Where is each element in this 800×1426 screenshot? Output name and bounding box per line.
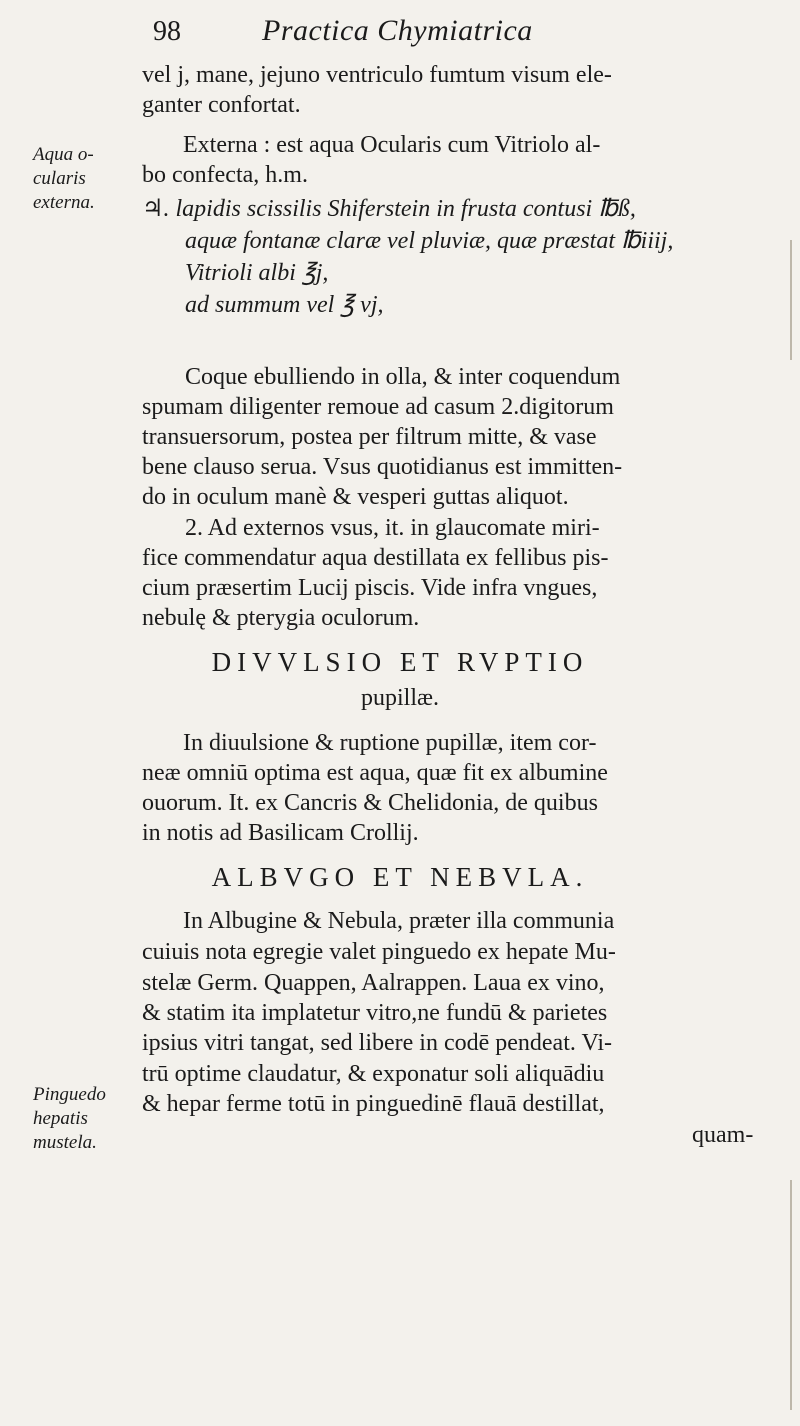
section-subheading-pupillae: pupillæ. [360,685,439,711]
text-line: In Albugine & Nebula, præter illa communia [183,908,615,934]
text-line: ouorum. It. ex Cancris & Chelidonia, de quibus [142,790,598,816]
text-line: bo confecta, h.m. [142,162,308,188]
section-heading-albugo: ALBVGO ET NEBVLA. [211,862,589,892]
text-line: stelæ Germ. Quappen, Aalrappen. Laua ex vino, [142,970,605,996]
text-line: In diuulsione & ruptione pupillæ, item cor- [183,730,597,756]
margin-note-pinguedo: Pinguedo hepatis mustela. [33,1084,106,1153]
recipe-line: ♃. lapidis scissilis Shiferstein in frusta contusi ℔ß, [142,196,636,222]
text-line: 2. Ad externos vsus, it. in glaucomate miri- [185,515,600,541]
section-heading-divulsio: DIVVLSIO ET RVPTIO [211,647,589,677]
text-line: & statim ita implatetur vitro,ne fundū & parietes [142,1000,608,1026]
page-header [0,14,800,54]
catchword: quam- [692,1122,754,1148]
text-line: ipsius vitri tangat, sed libere in codē pendeat. Vi- [142,1030,612,1056]
text-line: & hepar ferme totū in pinguedinē flauā destillat, [142,1091,605,1117]
text-line: in notis ad Basilicam Crollij. [142,820,419,846]
recipe-line: Vitrioli albi ℥j, [185,260,329,286]
text-line: cuiuis nota egregie valet pinguedo ex hepate Mu- [142,939,616,965]
text-line: spumam diligenter remoue ad casum 2.digitorum [142,394,614,420]
text-line: vel j, mane, jejuno ventriculo fumtum visum ele- [142,62,612,88]
text-line: nebulę & pterygia oculorum. [142,605,420,631]
margin-note-aqua-ocularis: Aqua o- cularis externa. [33,144,95,213]
text-line: ganter confortat. [142,92,301,118]
text-line: bene clauso serua. Vsus quotidianus est immitten- [142,454,623,480]
recipe-line: ad summum vel ℥ vj, [185,292,384,318]
text-line: trū optime claudatur, & exponatur soli aliquādiu [142,1061,605,1087]
running-title: Practica Chymiatrica [262,14,533,47]
page-edge-shadow [790,240,792,360]
page-edge-shadow [790,1180,792,1410]
text-line: Coque ebulliendo in olla, & inter coquendum [185,364,621,390]
text-line: cium præsertim Lucij piscis. Vide infra vngues, [142,575,598,601]
page-number: 98 [153,16,181,47]
text-line: neæ omniū optima est aqua, quæ fit ex albumine [142,760,608,786]
text-line: fice commendatur aqua destillata ex fellibus pis- [142,545,609,571]
text-line: Externa : est aqua Ocularis cum Vitriolo al- [183,132,601,158]
text-line: transuersorum, postea per filtrum mitte, & vase [142,424,597,450]
text-line: do in oculum manè & vesperi guttas aliquot. [142,484,569,510]
recipe-line: aquæ fontanæ claræ vel pluviæ, quæ præstat ℔iiij, [185,228,674,254]
